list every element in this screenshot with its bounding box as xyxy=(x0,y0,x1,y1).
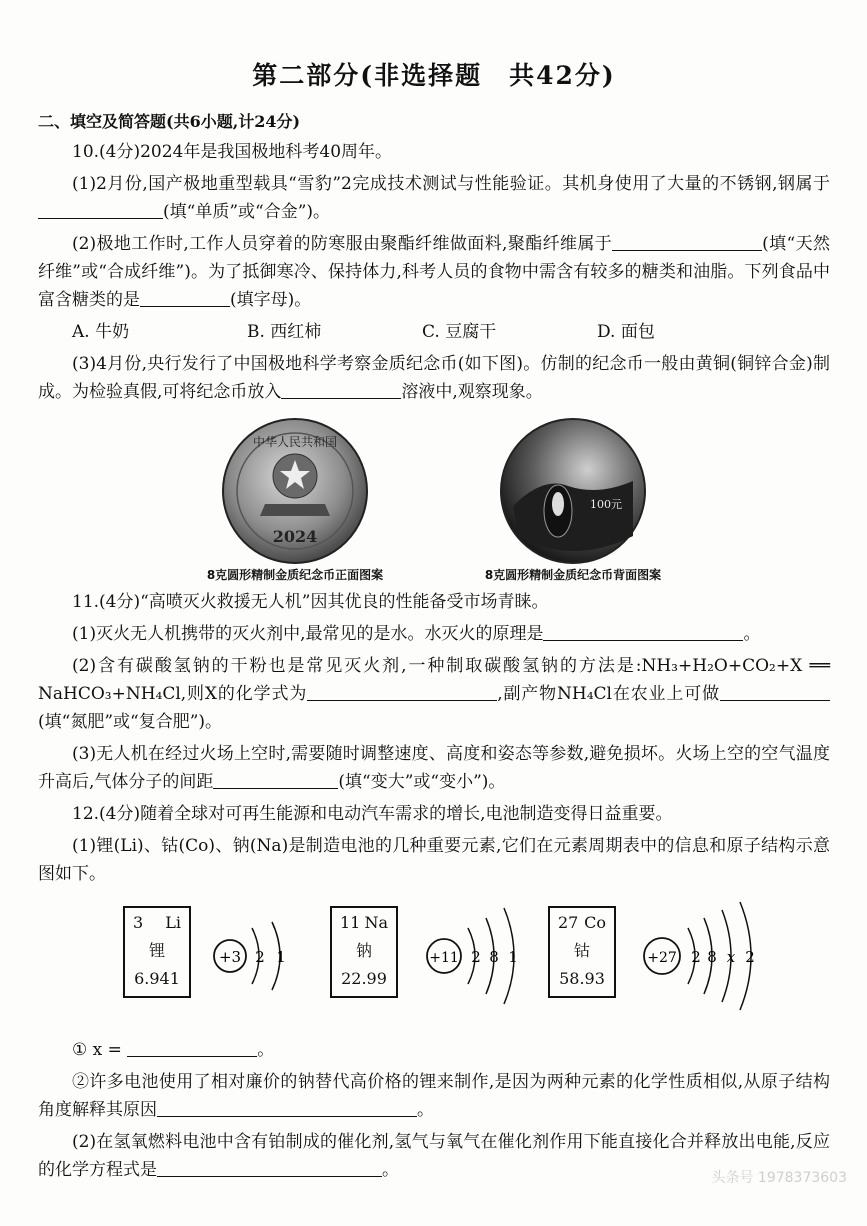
q10-part1-tail: (填“单质”或“合金”)。 xyxy=(163,202,331,222)
q12-part2-tail: 。 xyxy=(382,1160,399,1180)
shell-electrons: 1 xyxy=(508,948,518,966)
shell-electrons: 2 xyxy=(255,948,265,966)
q12-sub2 xyxy=(38,1068,830,1124)
element-cell-na xyxy=(330,906,398,998)
shell-electrons: 2 xyxy=(745,948,755,966)
q10-part1 xyxy=(38,170,830,226)
option-d: D. 面包 xyxy=(597,322,655,342)
shell-electrons: 2 xyxy=(691,948,701,966)
coin-front-rim-text: 中华人民共和国 xyxy=(252,435,338,449)
element-cell-co xyxy=(548,906,616,998)
q10-options xyxy=(38,318,830,346)
element-symbol: Li xyxy=(165,913,181,932)
q12-sub1-tail: 。 xyxy=(257,1040,275,1060)
watermark: 头条号 1978373603 xyxy=(711,1170,847,1186)
q10-part2-text: (2)极地工作时,工作人员穿着的防寒服由聚酯纤维做面料,聚酯纤维属于 xyxy=(72,234,613,254)
atomic-mass: 22.99 xyxy=(341,969,387,988)
answer-blank[interactable] xyxy=(38,198,163,219)
coin-back-caption: 8克圆形精制金质纪念币背面图案 xyxy=(484,568,662,582)
atomic-number: 3 xyxy=(133,913,144,932)
q11-part2-mid: ,副产物NH₄Cl在农业上可做 xyxy=(497,684,720,704)
q11-part1-text: (1)灭火无人机携带的灭火剂中,最常见的是水。水灭火的原理是 xyxy=(72,624,544,644)
atom-structure-na xyxy=(424,898,534,1018)
coin-front-figure xyxy=(180,416,410,584)
q11-part3 xyxy=(38,740,830,796)
answer-blank[interactable] xyxy=(543,620,743,641)
q10-part2-tail: (填字母)。 xyxy=(230,290,312,310)
atomic-number: 27 xyxy=(558,913,579,932)
atomic-number: 11 xyxy=(340,913,361,932)
coin-back-figure xyxy=(458,416,688,584)
coin-front-caption: 8克圆形精制金质纪念币正面图案 xyxy=(206,568,384,582)
coin-front-image xyxy=(220,416,370,566)
q12-part2-text: (2)在氢氧燃料电池中含有铂制成的催化剂,氢气与氧气在催化剂作用下能直接化合并释放出电能,反应的化学方程式是 xyxy=(38,1132,830,1180)
shell-electrons: 1 xyxy=(276,948,286,966)
element-symbol: Na xyxy=(364,913,388,932)
q10-stem: 10.(4分)2024年是我国极地科考40周年。 xyxy=(72,142,393,162)
answer-blank[interactable] xyxy=(140,286,230,307)
answer-blank[interactable] xyxy=(127,1036,257,1057)
atomic-mass: 6.941 xyxy=(134,969,180,988)
element-name: 钠 xyxy=(355,941,372,960)
shell-electrons: 8 xyxy=(489,948,499,966)
answer-blank[interactable] xyxy=(307,680,497,701)
q10-part3-text: (3)4月份,央行发行了中国极地科学考察金质纪念币(如下图)。仿制的纪念币一般由黄铜(铜锌合金)制成。为检验真假,可将纪念币放入 xyxy=(38,354,830,402)
element-name: 钴 xyxy=(573,941,590,960)
coin-front-year: 2024 xyxy=(272,527,318,546)
answer-blank[interactable] xyxy=(281,378,401,399)
part-title: 第二部分(非选择题 共42分) xyxy=(252,61,616,90)
q12-sub2-tail: 。 xyxy=(417,1100,434,1120)
coin-back-image xyxy=(498,416,648,566)
q11-part2-tail: (填“氮肥”或“复合肥”)。 xyxy=(38,712,223,732)
q10-part2-mid: (填“天然纤维”或“合成纤维”)。为了抵御寒冷、保持体力,科考人员的食物中需含有较多的糖类和油脂。下列食品中富含糖类的是 xyxy=(38,234,830,310)
atom-structure-co xyxy=(640,898,770,1018)
coin-figures xyxy=(38,416,830,584)
atomic-mass: 58.93 xyxy=(559,969,605,988)
element-cell-li xyxy=(123,906,191,998)
q12-stem: 12.(4分)随着全球对可再生能源和电动汽车需求的增长,电池制造变得日益重要。 xyxy=(72,804,673,824)
option-b: B. 西红柿 xyxy=(247,322,322,342)
shell-electrons: x xyxy=(726,948,736,966)
element-symbol: Co xyxy=(584,913,606,932)
nucleus-charge: +11 xyxy=(429,950,459,966)
element-name: 锂 xyxy=(148,941,165,960)
q12-sub2-text: ②许多电池使用了相对廉价的钠替代高价格的锂来制作,是因为两种元素的化学性质相似,从原子结构角度解释其原因 xyxy=(38,1072,830,1120)
nucleus-charge: +27 xyxy=(647,950,677,966)
q11-stem: 11.(4分)“高喷灭火救援无人机”因其优良的性能备受市场青睐。 xyxy=(72,592,549,612)
answer-blank[interactable] xyxy=(213,768,338,789)
q12-sub1 xyxy=(38,1036,830,1064)
q12-sub1-text: ① x = xyxy=(72,1040,122,1060)
q12-part1: (1)锂(Li)、钴(Co)、钠(Na)是制造电池的几种重要元素,它们在元素周期表中的信息和原子结构示意图如下。 xyxy=(38,836,830,884)
element-diagrams xyxy=(38,898,830,1018)
atom-structure-li xyxy=(210,898,310,1018)
q10-part2 xyxy=(38,230,830,314)
coin-back-value: 100元 xyxy=(590,498,622,511)
q11-part1-tail: 。 xyxy=(743,624,761,644)
exam-page xyxy=(38,56,830,1188)
q11-part1 xyxy=(38,620,830,648)
answer-blank[interactable] xyxy=(612,230,762,251)
q10-part3-tail: 溶液中,观察现象。 xyxy=(401,382,543,402)
answer-blank[interactable] xyxy=(157,1096,417,1117)
q11-part3-text: (3)无人机在经过火场上空时,需要随时调整速度、高度和姿态等参数,避免损坏。火场上空的空气温度升高后,气体分子的间距 xyxy=(38,744,830,792)
q11-part3-tail: (填“变大”或“变小”)。 xyxy=(338,772,506,792)
section-heading: 二、填空及简答题(共6小题,计24分) xyxy=(38,112,301,131)
option-a: A. 牛奶 xyxy=(72,322,130,342)
q10-part1-text: (1)2月份,国产极地重型载具“雪豹”2完成技术测试与性能验证。其机身使用了大量的不锈钢,钢属于 xyxy=(72,174,830,194)
shell-electrons: 8 xyxy=(707,948,717,966)
answer-blank[interactable] xyxy=(157,1156,382,1177)
q10-part3 xyxy=(38,350,830,406)
q11-part2 xyxy=(38,652,830,736)
nucleus-charge: +3 xyxy=(218,948,242,966)
option-c: C. 豆腐干 xyxy=(422,322,497,342)
q11-part2-text: (2)含有碳酸氢钠的干粉也是常见灭火剂,一种制取碳酸氢钠的方法是:NH₃+H₂O+CO₂+X ══ NaHCO₃+NH₄Cl,则X的化学式为 xyxy=(38,656,830,704)
shell-electrons: 2 xyxy=(471,948,481,966)
answer-blank[interactable] xyxy=(720,680,830,701)
